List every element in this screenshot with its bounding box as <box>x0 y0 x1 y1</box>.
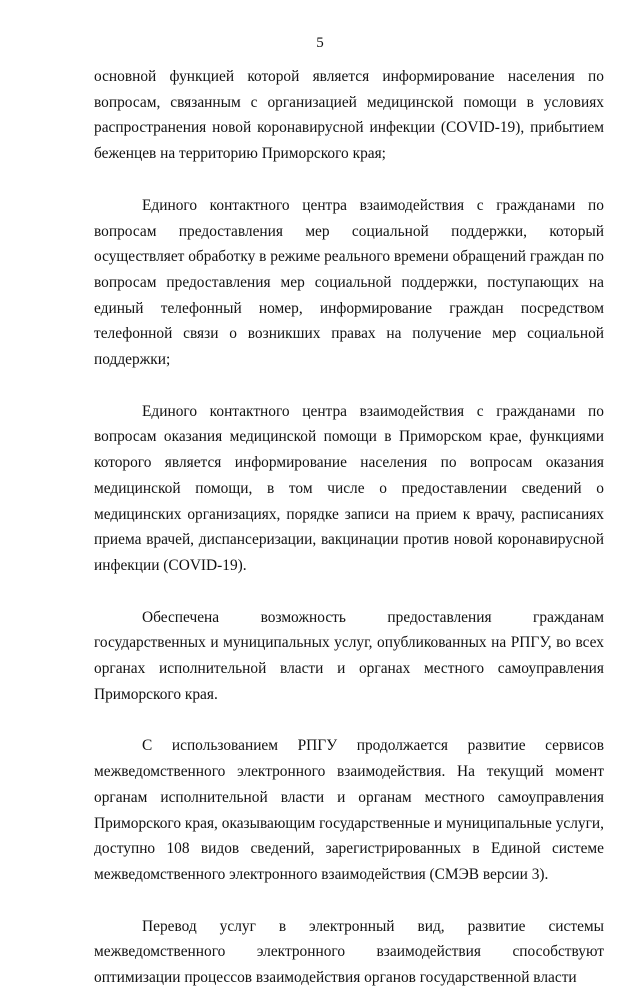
paragraph-1: основной функцией которой является информирование населения по вопросам, связанным с организацией медицинской помощи в условиях распространения новой коронавирусной инфекции (COVID-19), прибытием беженцев на территорию Приморского края; <box>94 68 604 163</box>
paragraph-6: Перевод услуг в электронный вид, развитие системы межведомственного электронного взаимодействия способствуют оптимизации процессов взаимодействия органов государственной власти <box>94 917 604 987</box>
paragraph-spacer <box>94 373 604 399</box>
paragraph-spacer <box>94 707 604 733</box>
paragraph-4: Обеспечена возможность предоставления гражданам государственных и муниципальных услуг, опубликованных на РПГУ, во всех органах исполнительной власти и органах местного самоуправления Приморского края. <box>94 608 604 703</box>
document-body <box>94 64 604 991</box>
paragraph-2: Единого контактного центра взаимодействия с гражданами по вопросам предоставления мер социальной поддержки, который осуществляет обработку в режиме реального времени обращений граждан по вопросам предоставления мер социальной поддержки, поступающих на единый телефонный номер, информирование граждан посредством телефонной связи о возникших правах на получение мер социальной поддержки; <box>94 196 604 369</box>
paragraph-5: С использованием РПГУ продолжается развитие сервисов межведомственного электронного взаимодействия. На текущий момент органам исполнительной власти и органам местного самоуправления Приморского края, оказывающим государственные и муниципальные услуги, доступно 108 видов сведений, зарегистрированных в Единой системе межведомственного электронного взаимодействия (СМЭВ версии 3). <box>94 737 604 883</box>
paragraph-3: Единого контактного центра взаимодействия с гражданами по вопросам оказания медицинской помощи в Приморском крае, функциями которого является информирование населения по вопросам оказания медицинской помощи, в том числе о предоставлении сведений о медицинских организациях, порядке записи на прием к врачу, расписаниях приема врачей, диспансеризации, вакцинации против новой коронавирусной инфекции (COVID-19). <box>94 402 604 574</box>
page-number: 5 <box>316 35 324 51</box>
paragraph-spacer <box>94 579 604 605</box>
paragraph-spacer <box>94 888 604 914</box>
paragraph-spacer <box>94 167 604 193</box>
